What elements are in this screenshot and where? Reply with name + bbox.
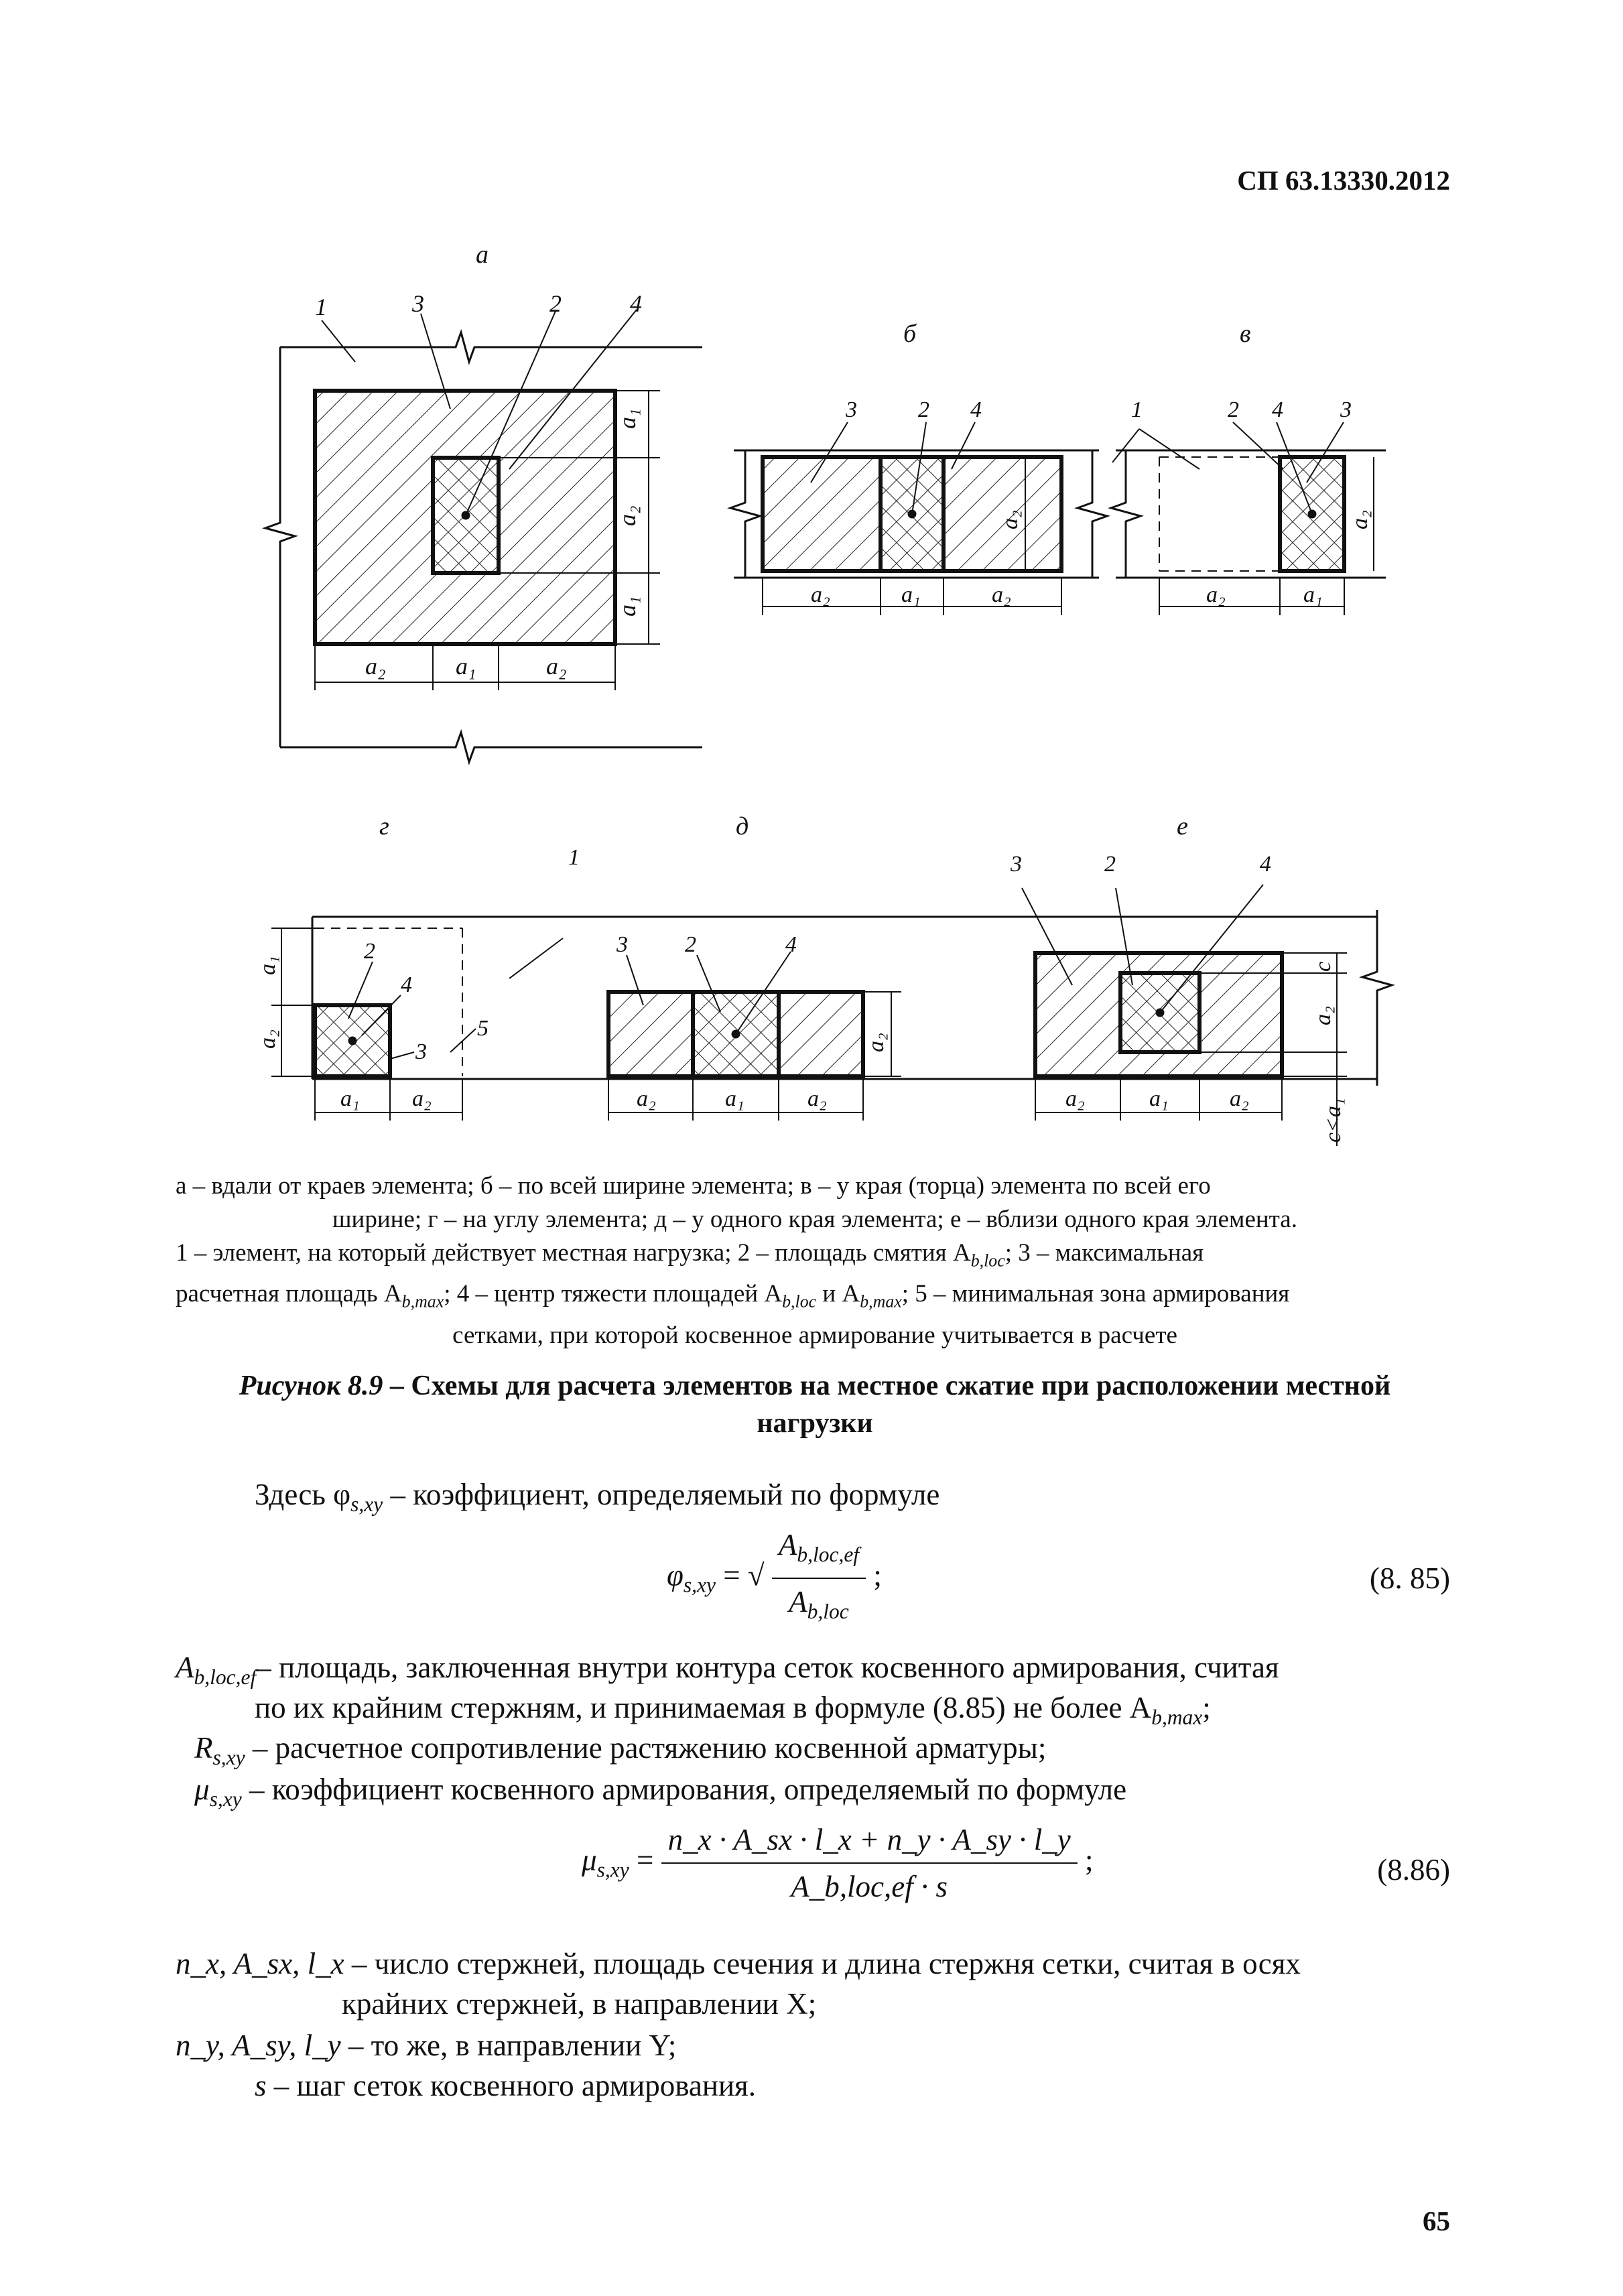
definition-ablocef: $A_{b,loc,ef}-$ площадь, заключенная внутри контура сеток косвенного армирования, считая — [176, 1651, 1279, 1689]
g-label-3: 3 — [415, 1039, 427, 1064]
legend-line-2: ширине; г – на углу элемента; д – у одного края элемента; е – вблизи одного края элемента. — [332, 1206, 1297, 1233]
panel-a — [265, 310, 702, 762]
intro-paragraph: Здесь $\varphi_{s,xy}$ – коэффициент, определяемый по формуле — [255, 1478, 940, 1516]
equation-number-8-86: (8.86) — [1377, 1853, 1450, 1887]
definition-nx: n_x, A_sx, l_x – число стержней, площадь сечения и длина стержня сетки, считая в осях — [176, 1947, 1301, 1980]
e-label-2: 2 — [1104, 852, 1116, 877]
d-dim-a2-right: a₂ — [807, 1086, 827, 1111]
b-label-3: 3 — [846, 397, 857, 422]
panel-v — [1111, 422, 1386, 615]
g-dim-a2-vert: a₂ — [255, 1029, 280, 1049]
e-dim-a1: a₁ — [1149, 1086, 1169, 1111]
g-dim-a2: a₂ — [412, 1086, 432, 1111]
a-dim-a2-left: a₂ — [365, 653, 386, 680]
panel-label-v: в — [1240, 320, 1251, 348]
legend-line-3: 1 – элемент, на который действует местная нагрузка; 2 – площадь смятия $A_{b,loc}$; 3 – максимальная — [176, 1239, 1204, 1271]
g-label-4: 4 — [401, 972, 412, 997]
e-dim-a2-left: a₂ — [1065, 1086, 1085, 1111]
a-dim-a1-bot: a₁ — [614, 596, 641, 617]
page-number: 65 — [1423, 2206, 1450, 2236]
definition-rsxy: $R_{s,xy}$ – расчетное сопротивление растяжению косвенной арматуры; — [194, 1731, 1047, 1769]
a-dim-a1-top: a₁ — [614, 408, 641, 429]
a-label-2: 2 — [549, 290, 562, 317]
v-label-3: 3 — [1340, 397, 1352, 422]
equation-number-8-85: (8. 85) — [1370, 1561, 1450, 1595]
d-dim-a2-vert: a₂ — [864, 1033, 889, 1052]
d-dim-a1: a₁ — [725, 1086, 744, 1111]
v-dim-a1: a₁ — [1303, 582, 1323, 607]
e-dim-c-lt-a1: c<a₁ — [1321, 1098, 1346, 1143]
a-dim-a2-right: a₂ — [546, 653, 567, 680]
figure-legend — [176, 1169, 1454, 1352]
v-label-4: 4 — [1272, 397, 1283, 422]
e-label-4: 4 — [1260, 852, 1271, 877]
equation-8-85: $\varphi_{s,xy}$ = √ $\frac{A_{b,loc,ef}}{A_{b,loc}}$ ; — [667, 1525, 882, 1632]
b-label-4: 4 — [970, 397, 982, 422]
a-label-1: 1 — [315, 294, 327, 320]
v-label-1: 1 — [1131, 397, 1143, 422]
figure-number: Рисунок 8.9 — [239, 1370, 383, 1401]
d-label-2: 2 — [685, 932, 696, 957]
g-label-2: 2 — [364, 939, 375, 964]
panel-label-g: г — [379, 812, 389, 840]
b-dim-a2-left: a₂ — [811, 582, 830, 607]
definition-nx-cont: крайних стержней, в направлении X; — [342, 1987, 817, 2021]
panel-label-b: б — [903, 320, 917, 348]
definition-ablocef-cont: по их крайним стержням, и принимаемая в формуле (8.85) не более $A_{b,max}$; — [255, 1691, 1211, 1729]
legend-line-5: сетками, при которой косвенное армирование учитывается в расчете — [452, 1321, 1177, 1349]
figure-title-line-2: нагрузки — [757, 1408, 873, 1439]
e-dim-a2-right: a₂ — [1230, 1086, 1249, 1111]
panel-label-a: а — [476, 241, 489, 269]
b-dim-a2-right: a₂ — [992, 582, 1011, 607]
legend-line-1: а – вдали от краев элемента; б – по всей ширине элемента; в – у края (торца) элемента по всей его — [176, 1172, 1211, 1200]
g-label-1: 1 — [568, 845, 580, 870]
panel-g-d-e — [271, 885, 1392, 1146]
document-id: СП 63.13330.2012 — [1237, 165, 1450, 196]
definition-musxy: $\mu_{s,xy}$ – коэффициент косвенного армирования, определяемый по формуле — [194, 1773, 1127, 1811]
a-dim-a2-mid: a₂ — [614, 505, 641, 526]
v-label-2: 2 — [1228, 397, 1239, 422]
g-label-5: 5 — [477, 1016, 489, 1041]
g-dim-a1-vert: a₁ — [255, 956, 280, 975]
definition-ny: n_y, A_sy, l_y – то же, в направлении Y; — [176, 2029, 677, 2062]
legend-line-4: расчетная площадь $A_{b,max}$; 4 – центр тяжести площадей $A_{b,loc}$ и $A_{b,max}$; 5 – минимальная зона армирования — [176, 1280, 1290, 1312]
equation-8-86: $\mu_{s,xy}$ = $\frac{n\_x \cdot A\_sx \cdot l\_x + n\_y \cdot A\_sy \cdot l\_y}{\text{A\_b,loc,ef · s}}$ ; — [582, 1820, 1093, 1907]
e-dim-c: c — [1311, 961, 1336, 972]
a-label-3: 3 — [412, 290, 424, 317]
a-label-4: 4 — [630, 290, 642, 317]
b-dim-a2-vert: a₂ — [998, 510, 1023, 529]
d-label-4: 4 — [785, 932, 797, 957]
b-label-2: 2 — [918, 397, 929, 422]
panel-label-d: д — [736, 812, 749, 840]
e-dim-a2-vert: a₂ — [1311, 1006, 1336, 1025]
v-dim-a2-vert: a₂ — [1348, 510, 1372, 529]
panel-label-e: е — [1177, 812, 1188, 840]
b-dim-a1: a₁ — [901, 582, 921, 607]
e-label-3: 3 — [1011, 852, 1022, 877]
d-dim-a2-left: a₂ — [637, 1086, 656, 1111]
v-dim-a2: a₂ — [1206, 582, 1226, 607]
d-label-3: 3 — [616, 932, 628, 957]
g-dim-a1: a₁ — [340, 1086, 360, 1111]
a-dim-a1: a₁ — [456, 653, 476, 680]
figure-title: Рисунок 8.9 – Схемы для расчета элементов на местное сжатие при расположении местной нагрузки — [239, 1370, 1391, 1439]
definition-s: s – шаг сеток косвенного армирования. — [255, 2069, 756, 2102]
